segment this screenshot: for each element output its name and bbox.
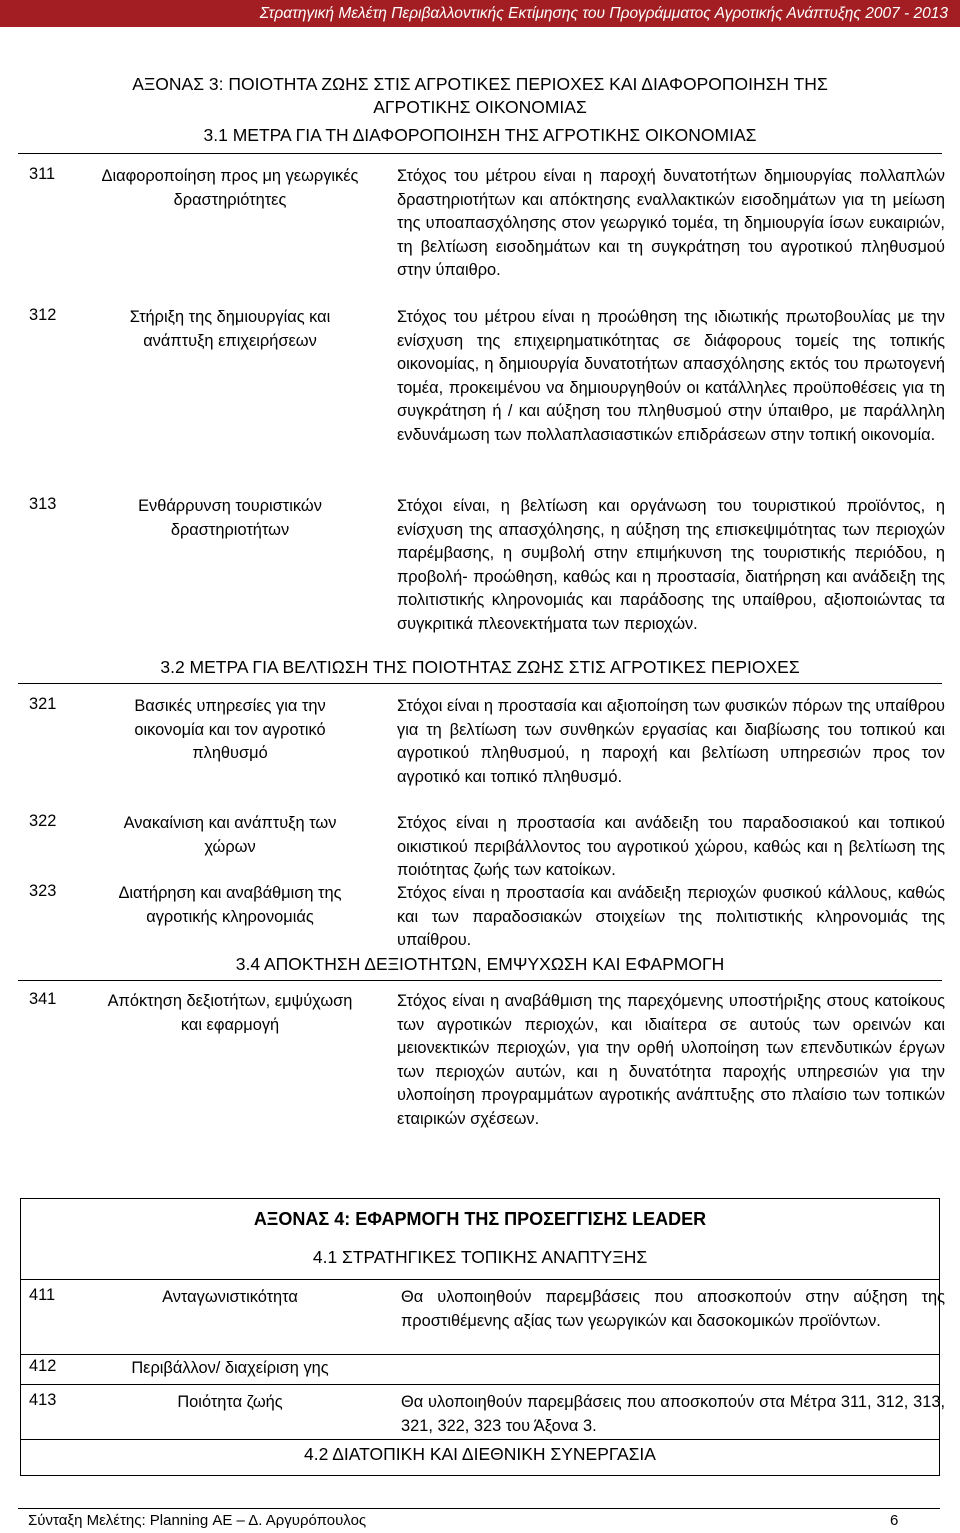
measure-description: Στόχοι είναι, η βελτίωση και οργάνωση του τουριστικού προϊόντος, η ενίσχυση της απασχόλησης, η αύξηση της επισκεψιμότητας των περιοχών παρέμβασης, η συμβολή στην επιμήκυνση της τουριστικής περιόδου, η προβολή- προώθηση, καθώς και η προστασία, διατήρηση και ανάδειξη της πολιτιστικής κληρονομιάς και παράδοσης της υπαίθρου, αξιοποιώντας τα συγκριτικά πλεονεκτήματα των περιοχών. xyxy=(397,497,945,633)
axis3-title xyxy=(20,73,940,119)
measure-code: 322 xyxy=(29,812,57,830)
table-border-top xyxy=(20,1198,940,1199)
table-rule xyxy=(18,980,942,981)
measure-description: Στόχος είναι η αναβάθμιση της παρεχόμενης υποστήριξης στους κατοίκους των αγροτικών περιοχών, και ιδιαίτερα σε αυτούς των ορεινών και μειονεκτικών περιοχών, για την ορθή υλοποίηση των επενδυτικών έργων των περιοχών αυτών, και η δυνατότητα παροχής υπηρεσιών για την υλοποίηση προγραμμάτων αγροτικής ανάπτυξης στο πλαίσιο των τοπικών εταιρικών σχέσεων. xyxy=(397,992,945,1128)
measure-code: 312 xyxy=(29,306,57,324)
table-row-divider xyxy=(20,1439,940,1440)
section-3-1-heading: 3.1 ΜΕΤΡΑ ΓΙΑ ΤΗ ΔΙΑΦΟΡΟΠΟΙΗΣΗ ΤΗΣ ΑΓΡΟΤΙΚΗΣ ΟΙΚΟΝΟΜΙΑΣ xyxy=(203,125,757,145)
measure-name: Στήριξη της δημιουργίας και ανάπτυξη επιχειρήσεων xyxy=(129,308,331,350)
section-3-4-heading: 3.4 ΑΠΟΚΤΗΣΗ ΔΕΞΙΟΤΗΤΩΝ, ΕΜΨΥΧΩΣΗ ΚΑΙ ΕΦΑΡΜΟΓΗ xyxy=(235,954,725,974)
table-row-divider xyxy=(20,1384,940,1385)
table-border-bottom xyxy=(20,1475,940,1476)
measure-code: 321 xyxy=(29,695,57,713)
measure-name: Περιβάλλον/ διαχείριση γης xyxy=(131,1359,329,1377)
table-row-divider xyxy=(20,1354,940,1355)
measure-code: 341 xyxy=(29,990,57,1008)
measure-code: 411 xyxy=(29,1286,56,1304)
measure-description: Θα υλοποιηθούν παρεμβάσεις που αποσκοπούν στα Μέτρα 311, 312, 313, 321, 322, 323 του Άξονα 3. xyxy=(401,1393,945,1435)
measure-code: 323 xyxy=(29,882,57,900)
measure-code: 412 xyxy=(29,1357,57,1375)
axis4-title: ΑΞΟΝΑΣ 4: ΕΦΑΡΜΟΓΗ ΤΗΣ ΠΡΟΣΕΓΓΙΣΗΣ LEADER xyxy=(253,1209,707,1229)
table-rule xyxy=(18,683,942,684)
measure-description: Στόχος είναι η προστασία και ανάδειξη του παραδοσιακού και τοπικού οικιστικού περιβάλλοντος του αγροτικού χώρου, καθώς και η βελτίωση της ποιότητας ζωής των κατοίκων. xyxy=(397,814,945,880)
axis3-title-line2: ΑΓΡΟΤΙΚΗΣ ΟΙΚΟΝΟΜΙΑΣ xyxy=(373,97,587,117)
section-3-2-heading: 3.2 ΜΕΤΡΑ ΓΙΑ ΒΕΛΤΙΩΣΗ ΤΗΣ ΠΟΙΟΤΗΤΑΣ ΖΩΗΣ ΣΤΙΣ ΑΓΡΟΤΙΚΕΣ ΠΕΡΙΟΧΕΣ xyxy=(160,657,800,677)
measure-code: 413 xyxy=(29,1391,57,1409)
axis3-title-line1: ΑΞΟΝΑΣ 3: ΠΟΙΟΤΗΤΑ ΖΩΗΣ ΣΤΙΣ ΑΓΡΟΤΙΚΕΣ ΠΕΡΙΟΧΕΣ ΚΑΙ ΔΙΑΦΟΡΟΠΟΙΗΣΗ ΤΗΣ xyxy=(132,74,828,94)
measure-name: Ενθάρρυνση τουριστικών δραστηριοτήτων xyxy=(138,497,322,539)
measure-description: Στόχος του μέτρου είναι η παροχή δυνατοτήτων δημιουργίας πολλαπλών δραστηριοτήτων και απόκτησης εναλλακτικών εισοδημάτων για τη μείωση της υποαπασχόλησης στον γεωργικό τομέα, τη δημιουργία ίσων ευκαιριών, τη βελτίωση εισοδημάτων και τη συγκράτηση του αγροτικού πληθυσμού στην ύπαιθρο. xyxy=(397,167,945,280)
measure-name: Ανταγωνιστικότητα xyxy=(162,1288,298,1306)
footer-author: Σύνταξη Μελέτης: Planning ΑΕ – Δ. Αργυρόπουλος xyxy=(28,1512,367,1529)
footer-rule xyxy=(18,1508,940,1509)
document-header: Στρατηγική Μελέτη Περιβαλλοντικής Εκτίμησης του Προγράμματος Αγροτικής Ανάπτυξης 2007 - 2013 xyxy=(0,0,960,27)
measure-name: Απόκτηση δεξιοτήτων, εμψύχωση και εφαρμογή xyxy=(107,992,353,1034)
page-number: 6 xyxy=(890,1512,899,1529)
table-border-left xyxy=(20,1198,21,1476)
measure-name: Ποιότητα ζωής xyxy=(177,1393,283,1411)
measure-code: 313 xyxy=(29,495,57,513)
measure-name: Ανακαίνιση και ανάπτυξη των χώρων xyxy=(123,814,337,856)
measure-name: Διατήρηση και αναβάθμιση της αγροτικής κληρονομιάς xyxy=(118,884,342,926)
measure-name: Διαφοροποίηση προς μη γεωργικές δραστηριότητες xyxy=(101,167,359,209)
section-4-1-heading: 4.1 ΣΤΡΑΤΗΓΙΚΕΣ ΤΟΠΙΚΗΣ ΑΝΑΠΤΥΞΗΣ xyxy=(312,1247,648,1267)
measure-code: 311 xyxy=(29,165,56,183)
table-rule xyxy=(18,153,942,154)
measure-name: Βασικές υπηρεσίες για την οικονομία και τον αγροτικό πληθυσμό xyxy=(134,697,326,763)
table-row-divider xyxy=(20,1279,940,1280)
measure-description: Στόχοι είναι η προστασία και αξιοποίηση των φυσικών πόρων της υπαίθρου για τη βελτίωση των συνθηκών εργασίας και διαβίωσης του τοπικού και αγροτικού πληθυσμού, η παροχή και βελτίωση υπηρεσιών προς τον αγροτικό και τοπικό πληθυσμό. xyxy=(397,697,945,786)
measure-description: Στόχος του μέτρου είναι η προώθηση της ιδιωτικής πρωτοβουλίας με την ενίσχυση της επιχειρηματικότητας σε διάφορους τομείς της τοπικής οικονομίας, η δημιουργία δυνατοτήτων απασχόλησης εκτός του πρωτογενή τομέα, προκειμένου να δημιουργηθούν οι κατάλληλες προϋποθέσεις για τη συγκράτηση ή / και αύξηση του πληθυσμού στην ύπαιθρο, με παράλληλη ενδυνάμωση των πολλαπλασιαστικών επιδράσεων στην τοπική οικονομία. xyxy=(397,308,945,444)
measure-description: Θα υλοποιηθούν παρεμβάσεις που αποσκοπούν στην αύξηση της προστιθέμενης αξίας των γεωργικών και δασοκομικών προϊόντων. xyxy=(401,1288,945,1330)
section-4-2-heading: 4.2 ΔΙΑΤΟΠΙΚΗ ΚΑΙ ΔΙΕΘΝΙΚΗ ΣΥΝΕΡΓΑΣΙΑ xyxy=(304,1444,656,1464)
measure-description: Στόχος είναι η προστασία και ανάδειξη περιοχών φυσικού κάλλους, καθώς και των παραδοσιακών στοιχείων της πολιτιστικής κληρονομιάς της υπαίθρου. xyxy=(397,884,945,950)
